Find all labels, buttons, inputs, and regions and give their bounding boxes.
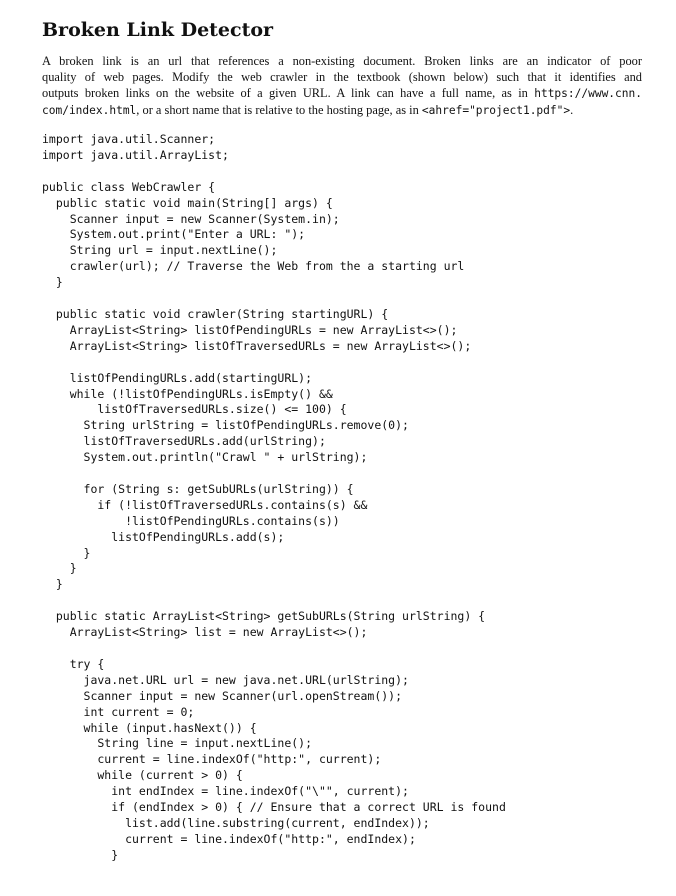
code-line: } bbox=[42, 577, 63, 592]
full-url-example-part-2: com/index.html bbox=[42, 104, 137, 117]
intro-line-1: A broken link is an url that references a non-existing document. Broken links are an indicator of poor bbox=[42, 54, 642, 68]
code-line: listOfTraversedURLs.size() <= 100) { bbox=[42, 402, 347, 417]
code-line: list.add(line.substring(current, endIndex)); bbox=[42, 815, 430, 830]
code-line bbox=[42, 641, 506, 657]
code-line: import java.util.Scanner; bbox=[42, 132, 216, 146]
code-line: java.net.URL url = new java.net.URL(urlString); bbox=[42, 672, 409, 687]
full-url-example-part-1: https://www.cnn. bbox=[534, 87, 642, 100]
code-line: if (!listOfTraversedURLs.contains(s) && bbox=[42, 497, 368, 512]
code-line: listOfPendingURLs.add(s); bbox=[42, 529, 285, 544]
code-line bbox=[42, 466, 506, 482]
code-line: ArrayList<String> listOfTraversedURLs = new ArrayList<>(); bbox=[42, 338, 472, 353]
intro-line-3-text: outputs broken links on the website of a given URL. A link can have a full name, as in bbox=[42, 86, 528, 100]
intro-line-4-text-a: , or a short name that is relative to the hosting page, as in bbox=[136, 103, 419, 117]
code-line: } bbox=[42, 275, 63, 290]
code-line: for (String s: getSubURLs(urlString)) { bbox=[42, 481, 354, 496]
code-line: if (endIndex > 0) { // Ensure that a correct URL is found bbox=[42, 800, 506, 815]
code-line: listOfTraversedURLs.add(urlString); bbox=[42, 434, 326, 449]
code-line: import java.util.ArrayList; bbox=[42, 147, 229, 162]
code-line: } bbox=[42, 847, 119, 862]
page-title: Broken Link Detector bbox=[42, 19, 274, 41]
code-line: Scanner input = new Scanner(System.in); bbox=[42, 211, 340, 226]
code-line: while (input.hasNext()) { bbox=[42, 720, 257, 735]
code-line: listOfPendingURLs.add(startingURL); bbox=[42, 370, 313, 385]
code-line: crawler(url); // Traverse the Web from the a starting url bbox=[42, 259, 465, 274]
code-line: String line = input.nextLine(); bbox=[42, 736, 313, 751]
code-line: ArrayList<String> listOfPendingURLs = new ArrayList<>(); bbox=[42, 322, 458, 337]
code-line: String url = input.nextLine(); bbox=[42, 243, 278, 258]
code-line: System.out.println("Crawl " + urlString); bbox=[42, 450, 368, 465]
intro-line-3 bbox=[42, 85, 642, 102]
code-line: !listOfPendingURLs.contains(s)) bbox=[42, 513, 340, 528]
code-line: String urlString = listOfPendingURLs.remove(0); bbox=[42, 418, 409, 433]
code-line: } bbox=[42, 561, 77, 576]
code-line: public static ArrayList<String> getSubURLs(String urlString) { bbox=[42, 609, 486, 624]
code-line: current = line.indexOf("http:", endIndex); bbox=[42, 831, 416, 846]
code-line: ArrayList<String> list = new ArrayList<>(); bbox=[42, 625, 368, 640]
code-line: public static void main(String[] args) { bbox=[42, 195, 333, 210]
code-line: try { bbox=[42, 656, 105, 671]
code-line: current = line.indexOf("http:", current); bbox=[42, 752, 382, 767]
code-line: public class WebCrawler { bbox=[42, 179, 216, 194]
code-line: while (current > 0) { bbox=[42, 768, 243, 783]
code-line bbox=[42, 291, 506, 307]
intro-paragraph bbox=[42, 53, 642, 119]
code-line: System.out.print("Enter a URL: "); bbox=[42, 227, 306, 242]
code-line bbox=[42, 355, 506, 371]
code-line bbox=[42, 164, 506, 180]
code-line: while (!listOfPendingURLs.isEmpty() && bbox=[42, 386, 333, 401]
code-line: int current = 0; bbox=[42, 704, 195, 719]
intro-line-4 bbox=[42, 102, 642, 119]
code-line: public static void crawler(String startingURL) { bbox=[42, 306, 389, 321]
code-listing bbox=[42, 132, 506, 864]
intro-line-4-text-b: . bbox=[570, 103, 574, 117]
code-line: } bbox=[42, 545, 91, 560]
intro-line-2: quality of web pages. Modify the web crawler in the textbook (shown below) such that it identifies and bbox=[42, 70, 642, 84]
code-line: int endIndex = line.indexOf("\"", current); bbox=[42, 784, 409, 799]
code-line bbox=[42, 593, 506, 609]
relative-link-example: <ahref="project1.pdf"> bbox=[421, 104, 571, 117]
code-line: Scanner input = new Scanner(url.openStream()); bbox=[42, 688, 403, 703]
